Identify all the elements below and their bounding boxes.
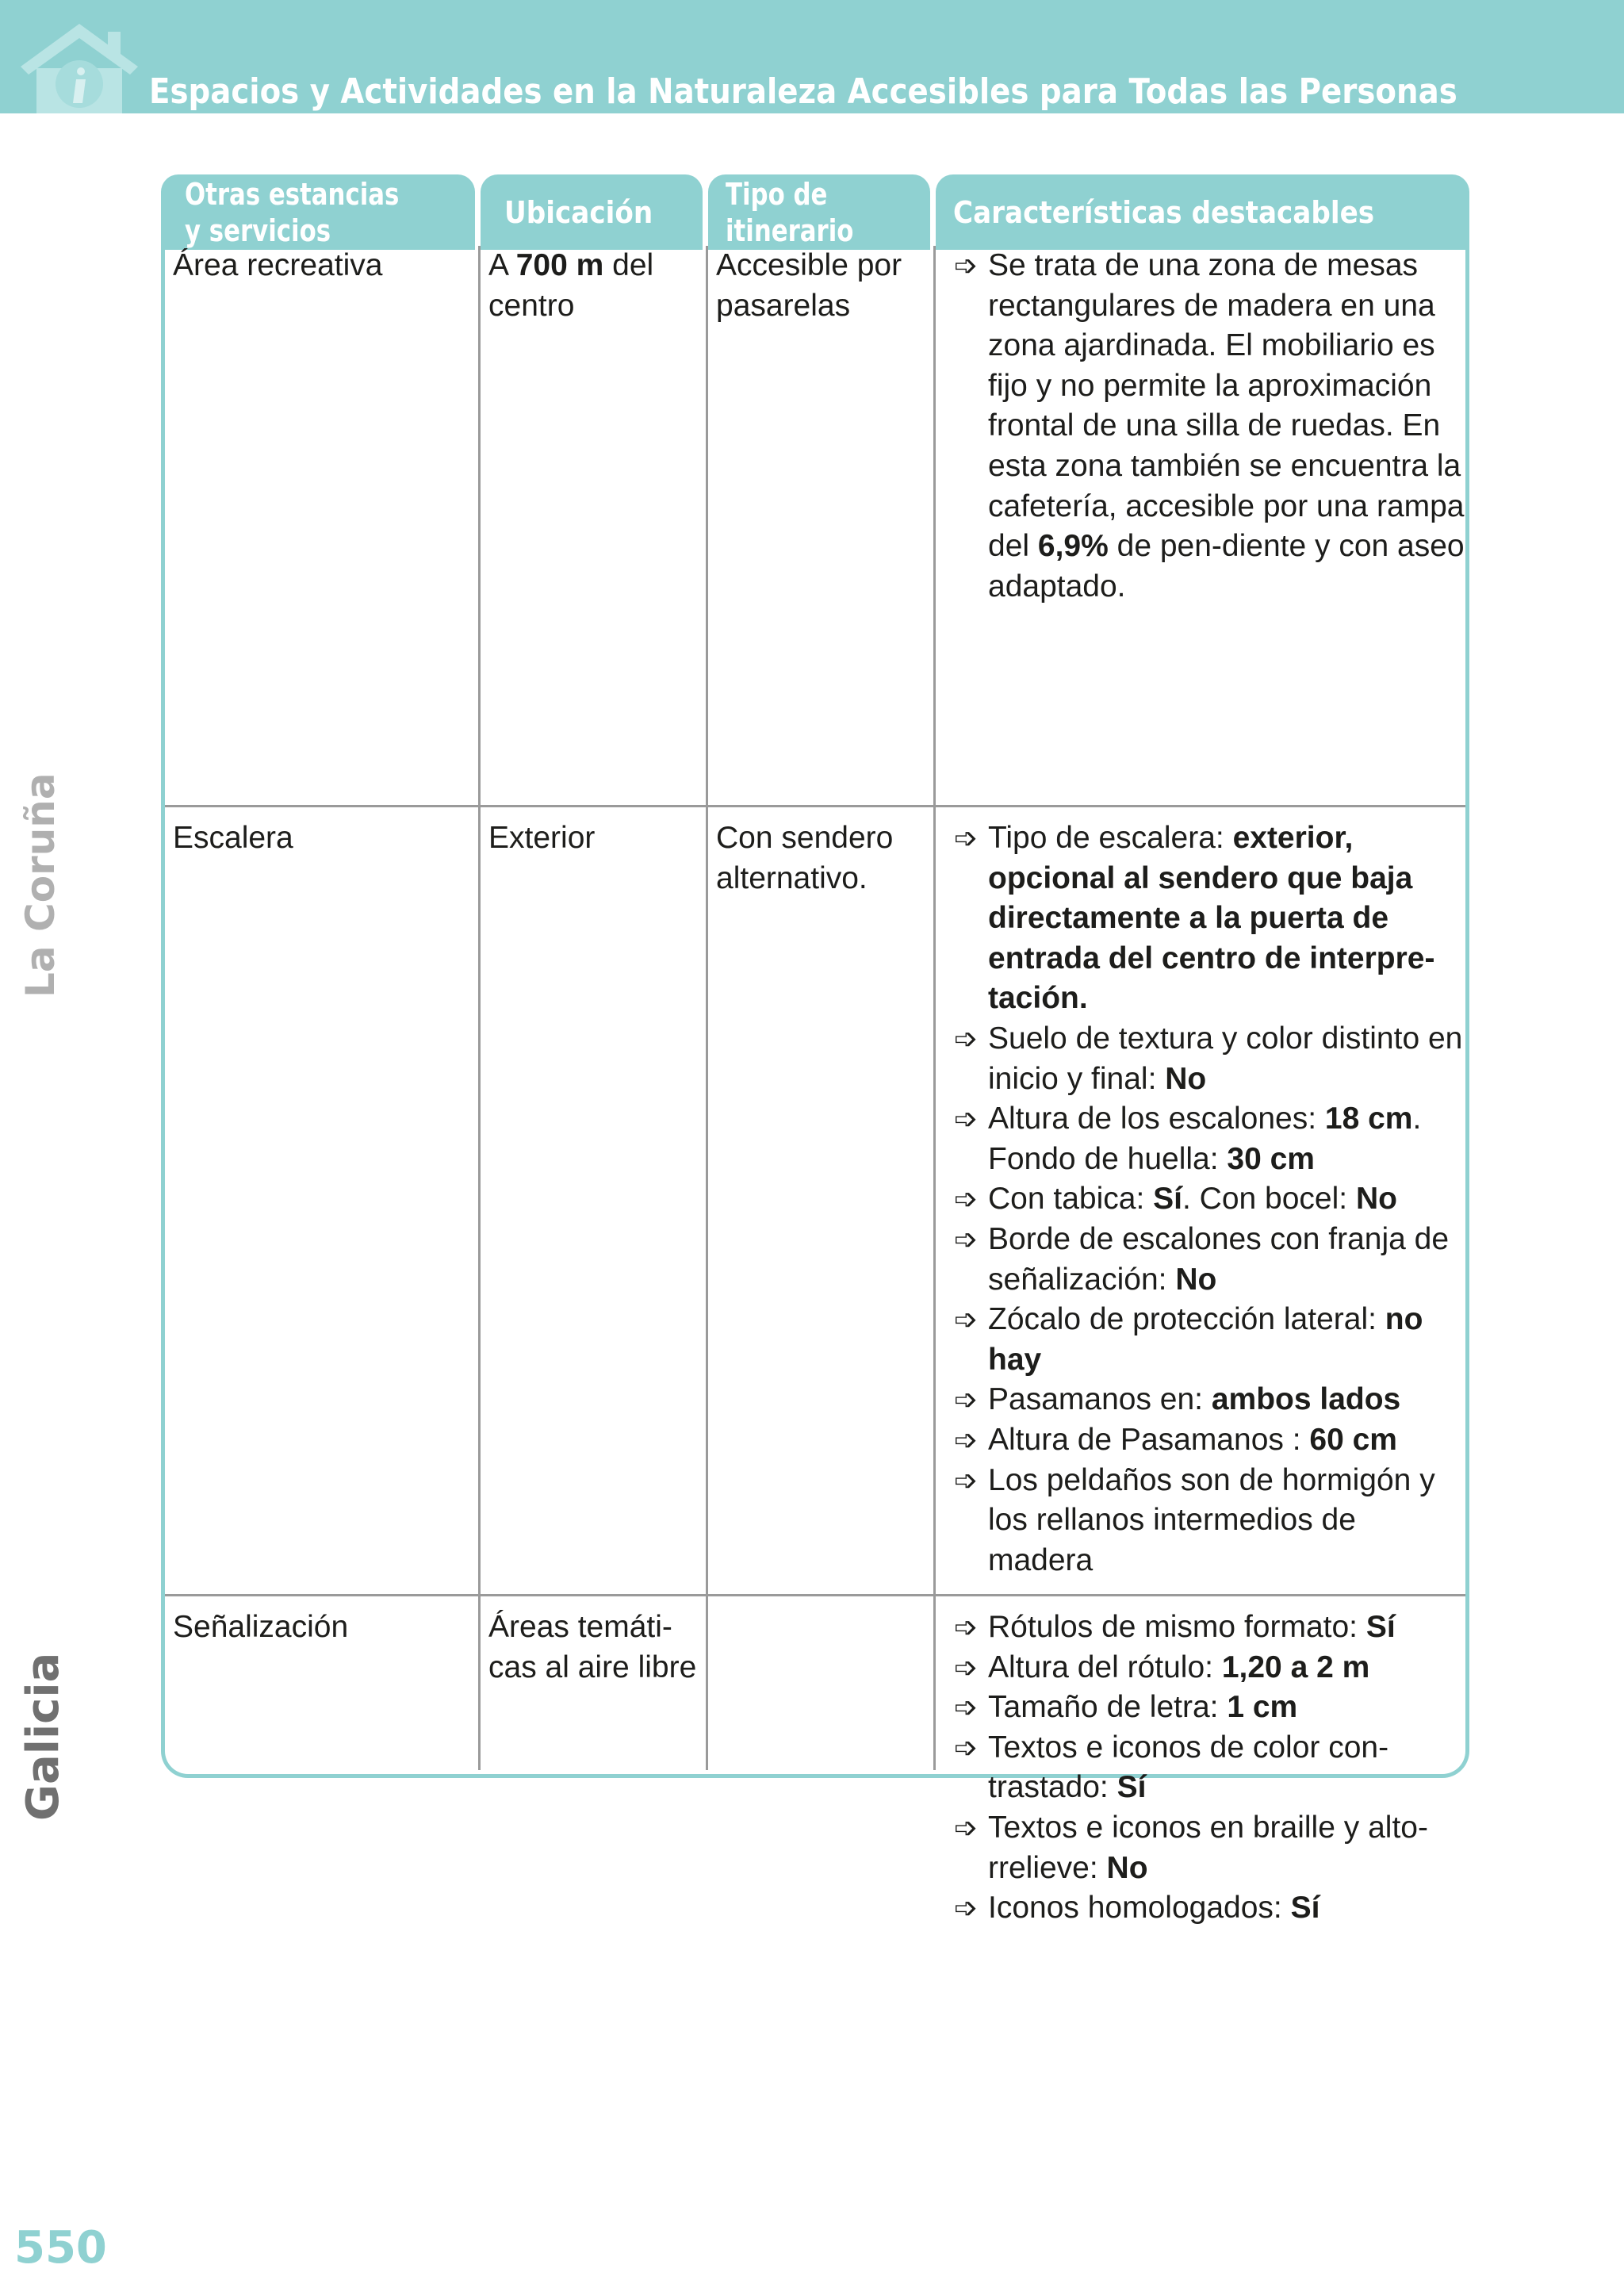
- column-header-line: Ubicación: [504, 194, 653, 230]
- feature-text: Suelo de textura y color distinto en inicio y final:: [988, 1021, 1463, 1096]
- feature-text: Altura del rótulo:: [988, 1650, 1222, 1684]
- cell-service: Señalización: [173, 1610, 349, 1644]
- feature-text: Con tabica:: [988, 1182, 1154, 1217]
- column-header-line: itinerario: [726, 213, 854, 248]
- cell-features: [946, 1607, 1465, 1929]
- feature-item: [946, 1461, 1465, 1581]
- feature-item: [946, 1019, 1465, 1099]
- feature-text: Altura de Pasamanos :: [988, 1422, 1310, 1457]
- cell-location: [488, 246, 703, 326]
- feature-value: Sí: [1116, 1770, 1147, 1805]
- arrow-bullet-icon: ➩: [954, 1383, 979, 1416]
- column-header-location: [481, 174, 703, 250]
- feature-value: 18 cm: [1324, 1102, 1413, 1136]
- location-distance: 700 m: [515, 248, 604, 282]
- features-list: [946, 1607, 1465, 1929]
- community-label: Galicia: [17, 1652, 69, 1821]
- features-list: [946, 246, 1465, 607]
- feature-value: 60 cm: [1309, 1422, 1397, 1457]
- feature-item: [946, 1888, 1465, 1929]
- row-divider: [165, 1594, 1465, 1596]
- location-text: A: [488, 248, 516, 282]
- column-header-line: Características destacables: [953, 194, 1375, 230]
- column-header-route-type: [708, 174, 930, 250]
- arrow-bullet-icon: ➩: [954, 1463, 979, 1496]
- arrow-bullet-icon: ➩: [954, 1891, 979, 1925]
- feature-value: 30 cm: [1227, 1141, 1315, 1176]
- feature-item: [946, 1099, 1465, 1179]
- feature-item: [946, 1220, 1465, 1300]
- arrow-bullet-icon: ➩: [954, 1611, 979, 1643]
- arrow-bullet-icon: ➩: [954, 249, 979, 282]
- feature-text: Tamaño de letra:: [988, 1690, 1228, 1725]
- column-header-features: [936, 174, 1469, 250]
- table-row: [165, 246, 1465, 805]
- location-text: Áreas temáti-cas al aire libre: [488, 1610, 697, 1684]
- arrow-bullet-icon: ➩: [954, 822, 979, 854]
- feature-text: Altura de los escalones:: [988, 1102, 1325, 1136]
- feature-text: Zócalo de protección lateral:: [988, 1302, 1385, 1337]
- arrow-bullet-icon: ➩: [954, 1102, 979, 1136]
- house-info-icon: [14, 21, 145, 113]
- cell-features: [946, 246, 1465, 607]
- arrow-bullet-icon: ➩: [954, 1691, 979, 1724]
- cell-service: Área recreativa: [173, 248, 383, 282]
- region-label: La Coruña: [17, 772, 63, 998]
- feature-text: . Fondo de huella:: [988, 1102, 1422, 1176]
- feature-item: [946, 818, 1465, 1019]
- feature-text: Borde de escalones con franja de señalización:: [988, 1221, 1450, 1297]
- feature-item: [946, 1728, 1465, 1808]
- cell-location: [488, 1607, 703, 1688]
- cell-route-type: Accesible por pasarelas: [716, 248, 902, 323]
- table-header: [161, 174, 1469, 250]
- feature-item: [946, 1300, 1465, 1380]
- cell-location: [488, 818, 703, 859]
- feature-value: 6,9%: [1037, 529, 1109, 564]
- feature-value: Sí: [1290, 1891, 1320, 1926]
- arrow-bullet-icon: ➩: [954, 1222, 979, 1255]
- page-number: 550: [14, 2222, 107, 2274]
- feature-text: Tipo de escalera:: [988, 821, 1233, 855]
- features-list: [946, 818, 1465, 1581]
- accessibility-table: [161, 174, 1469, 1926]
- feature-text: Los peldaños son de hormigón y los rellanos intermedios de madera: [988, 1462, 1435, 1577]
- feature-value: Sí: [1365, 1610, 1396, 1644]
- arrow-bullet-icon: ➩: [954, 1650, 979, 1684]
- feature-item: [946, 1179, 1465, 1220]
- location-text: del centro: [488, 248, 654, 323]
- feature-text: Se trata de una zona de mesas rectangulares de madera en una zona ajardinada. El mobiliario es fijo y no permite la aproximación frontal de una silla de ruedas. En esta zona también se encuentra la cafetería, accesible por una rampa del: [988, 248, 1465, 564]
- table-body: [161, 246, 1469, 1926]
- feature-text: Pasamanos en:: [988, 1382, 1212, 1417]
- arrow-bullet-icon: ➩: [954, 1021, 979, 1055]
- feature-item: [946, 1688, 1465, 1728]
- page-header-title: Espacios y Actividades en la Naturaleza Accesibles para Todas las Personas: [149, 71, 1457, 112]
- feature-item: [946, 1808, 1465, 1888]
- cell-service: Escalera: [173, 821, 293, 855]
- arrow-bullet-icon: ➩: [954, 1303, 979, 1336]
- row-divider: [165, 805, 1465, 807]
- feature-value: No: [1106, 1850, 1148, 1885]
- feature-value: No: [1165, 1061, 1207, 1096]
- feature-item: [946, 1420, 1465, 1461]
- feature-text: de pen-diente y con aseo adaptado.: [988, 529, 1465, 604]
- feature-value: 1 cm: [1227, 1690, 1298, 1725]
- feature-value: 1,20 a 2 m: [1221, 1650, 1370, 1684]
- feature-item: [946, 1648, 1465, 1688]
- column-header-line: Tipo de: [726, 176, 828, 212]
- feature-item: [946, 246, 1465, 607]
- column-header-line: Otras estancias: [185, 176, 400, 212]
- arrow-bullet-icon: ➩: [954, 1730, 979, 1764]
- arrow-bullet-icon: ➩: [954, 1423, 979, 1456]
- table-row: [165, 1607, 1465, 1926]
- feature-value: no hay: [988, 1302, 1423, 1377]
- feature-text: Textos e iconos de color con-trastado:: [988, 1730, 1389, 1805]
- feature-item: [946, 1380, 1465, 1420]
- location-text: Exterior: [488, 821, 596, 855]
- feature-text: . Con bocel:: [1182, 1182, 1356, 1217]
- feature-value: No: [1355, 1182, 1397, 1217]
- feature-item: [946, 1607, 1465, 1648]
- feature-value: exterior, opcional al sendero que baja directamente a la puerta de entrada del centro de interpre-tación.: [988, 821, 1435, 1016]
- feature-text: Iconos homologados:: [988, 1891, 1291, 1926]
- feature-value: Sí: [1153, 1182, 1182, 1217]
- table-row: [165, 818, 1465, 1611]
- column-header-line: y servicios: [185, 213, 331, 248]
- feature-text: Rótulos de mismo formato:: [988, 1610, 1366, 1644]
- cell-route-type: Con sendero alternativo.: [716, 821, 894, 895]
- feature-value: No: [1175, 1262, 1217, 1297]
- column-header-services: [161, 174, 475, 250]
- arrow-bullet-icon: ➩: [954, 1811, 979, 1844]
- cell-features: [946, 818, 1465, 1581]
- feature-text: Textos e iconos en braille y alto-rrelieve:: [988, 1810, 1428, 1885]
- arrow-bullet-icon: ➩: [954, 1182, 979, 1216]
- feature-value: ambos lados: [1211, 1382, 1401, 1417]
